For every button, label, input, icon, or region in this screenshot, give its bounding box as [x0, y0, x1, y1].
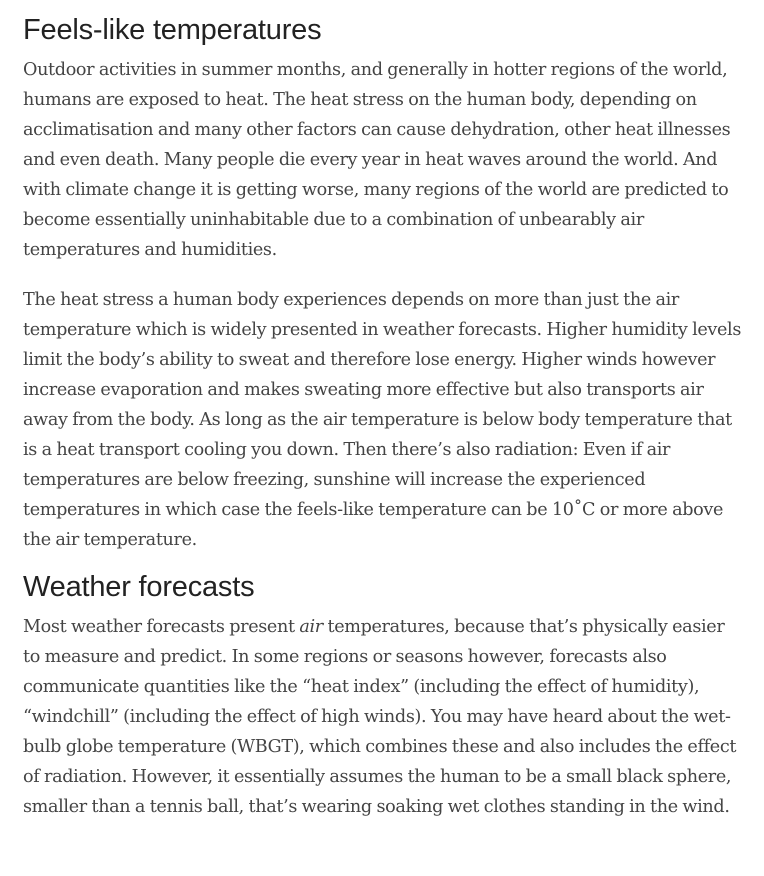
heading-feels-like-temperatures: Feels-like temperatures	[23, 14, 322, 46]
paragraph-heat-exposure: Outdoor activities in summer months, and generally in hotter regions of the world, humans are exposed to heat. The heat stress on the human body, depending on acclimatisation and many other factors can cause dehydration, other heat illnesses and even death. Many people die every year in heat waves around the world. And with climate change it is getting worse, many regions of the world are predicted to become essentially uninhabitable due to a combination of unbearably air temperatures and humidities.	[23, 60, 731, 260]
heading-weather-forecasts: Weather forecasts	[23, 571, 255, 603]
paragraph-weather-forecasts	[23, 612, 745, 822]
text-span: Most weather forecasts present	[23, 617, 300, 637]
article	[23, 0, 745, 822]
emphasis-air: air	[299, 617, 323, 637]
paragraph-heat-stress: The heat stress a human body experiences depends on more than just the air temperature which is widely presented in weather forecasts. Higher humidity levels limit the body’s ability to sweat and therefore lose energy. Higher winds however increase evaporation and makes sweating more effective but also transports air away from the body. As long as the air temperature is below body temperature that is a heat transport cooling you down. Then there’s also radiation: Even if air temperatures are below freezing, sunshine will increase the experienced temperatures in which case the feels-like temperature can be 10˚C or more above the air temperature.	[23, 290, 742, 550]
text-span: temperatures, because that’s physically easier to measure and predict. In some regions or seasons however, forecasts also communicate quantities like the “heat index” (including the effect of humidity), “windchill” (including the effect of high winds). You may have heard about the wet-bulb globe temperature (WBGT), which combines these and also includes the effect of radiation. However, it essentially assumes the human to be a small black sphere, smaller than a tennis ball, that’s wearing soaking wet clothes standing in the wind.	[23, 617, 737, 817]
